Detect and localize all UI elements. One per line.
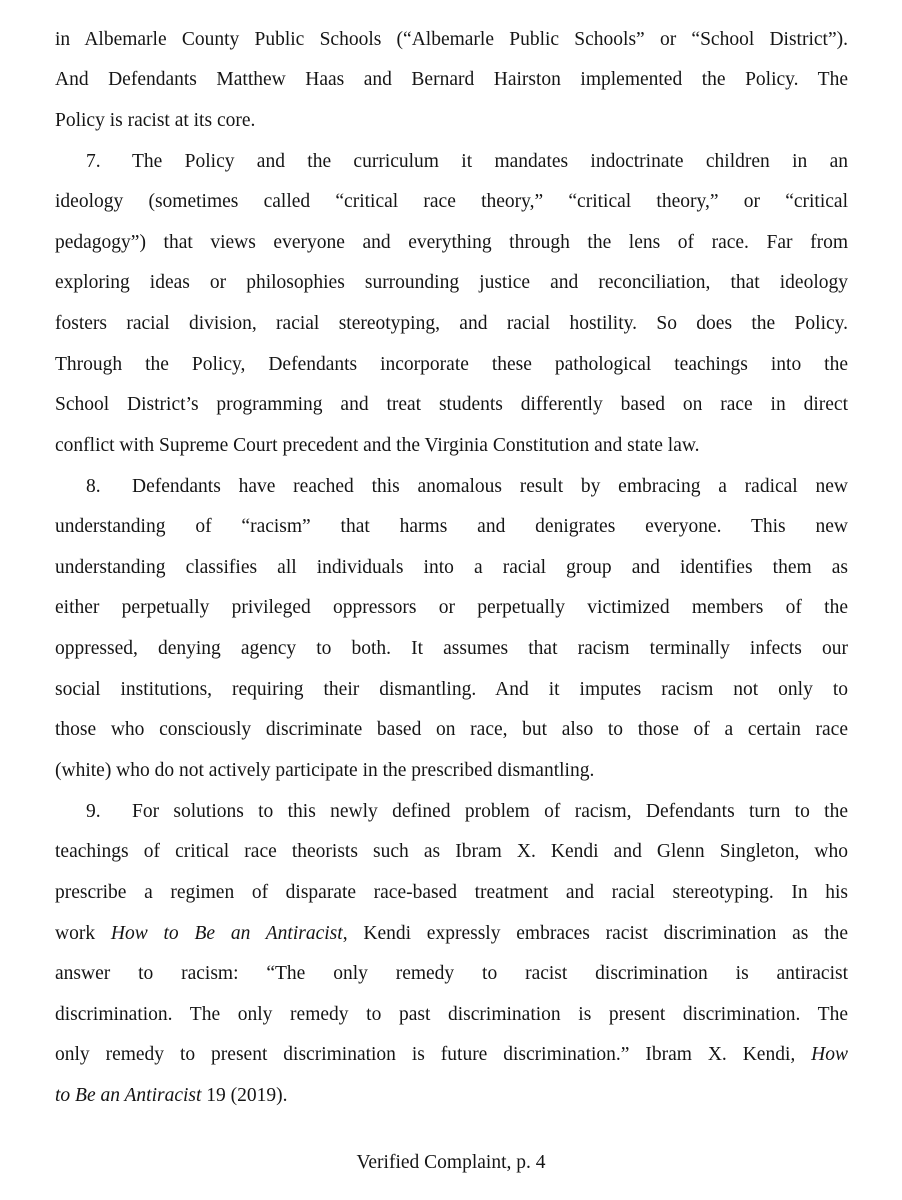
text-line: conflict with Supreme Court precedent and the Virginia Constitution and state law. [55, 435, 700, 456]
paragraph-9-first-line [86, 800, 848, 824]
text-line: prescribe a regimen of disparate race-based treatment and racial stereotyping. In his [55, 882, 848, 903]
text-line [55, 1043, 848, 1067]
text-run: , Kendi expressly embraces racist discrimination as the [342, 923, 848, 944]
text-line: fosters racial division, racial stereotyping, and racial hostility. So does the Policy. [55, 313, 848, 334]
text-line: those who consciously discriminate based on race, but also to those of a certain race [55, 719, 848, 740]
text-run: only remedy to present discrimination is future discrimination.” Ibram X. Kendi [55, 1044, 791, 1065]
text-line: either perpetually privileged oppressors or perpetually victimized members of the [55, 597, 848, 618]
paragraph-7-first-line [86, 150, 848, 174]
citation-year: 19 (2019). [201, 1085, 288, 1106]
page-footer: Verified Complaint, p. 4 [356, 1152, 546, 1173]
text-line: Policy is racist at its core. [55, 110, 256, 131]
text-line: social institutions, requiring their dismantling. And it imputes racism not only to [55, 679, 848, 700]
text-line: The Policy and the curriculum it mandates indoctrinate children in an [132, 151, 848, 172]
text-line [55, 922, 848, 946]
text-line: understanding of “racism” that harms and denigrates everyone. This new [55, 516, 848, 537]
text-run: , [790, 1044, 812, 1065]
text-line: And Defendants Matthew Haas and Bernard Hairston implemented the Policy. The [55, 69, 848, 90]
text-line: pedagogy”) that views everyone and everything through the lens of race. Far from [55, 232, 848, 253]
text-line: ideology (sometimes called “critical race theory,” “critical theory,” or “critical [55, 191, 848, 212]
book-title: to Be an Antiracist [55, 1085, 202, 1106]
text-line: exploring ideas or philosophies surrounding justice and reconciliation, that ideology [55, 272, 848, 293]
paragraph-number: 9. [86, 801, 101, 822]
book-title: How [811, 1044, 848, 1065]
text-line: (white) who do not actively participate in the prescribed dismantling. [55, 760, 595, 781]
text-line: Defendants have reached this anomalous result by embracing a radical new [132, 476, 848, 497]
text-line: teachings of critical race theorists such as Ibram X. Kendi and Glenn Singleton, who [55, 841, 848, 862]
text-line: For solutions to this newly defined problem of racism, Defendants turn to the [132, 801, 848, 822]
text-line: answer to racism: “The only remedy to racist discrimination is antiracist [55, 963, 848, 984]
text-line: Through the Policy, Defendants incorporate these pathological teachings into the [55, 354, 848, 375]
text-line: oppressed, denying agency to both. It assumes that racism terminally infects our [55, 638, 848, 659]
text-line: understanding classifies all individuals into a racial group and identifies them as [55, 557, 848, 578]
text-run: work [55, 923, 111, 944]
paragraph-number: 7. [86, 151, 101, 172]
text-line: discrimination. The only remedy to past discrimination is present discrimination. The [55, 1004, 848, 1025]
text-line [55, 1084, 848, 1108]
paragraph-number: 8. [86, 476, 101, 497]
paragraph-8-first-line [86, 475, 848, 499]
book-title: How to Be an Antiracist [110, 923, 343, 944]
text-line: School District’s programming and treat students differently based on race in direct [55, 394, 848, 415]
text-line: in Albemarle County Public Schools (“Albemarle Public Schools” or “School District”). [55, 29, 848, 50]
